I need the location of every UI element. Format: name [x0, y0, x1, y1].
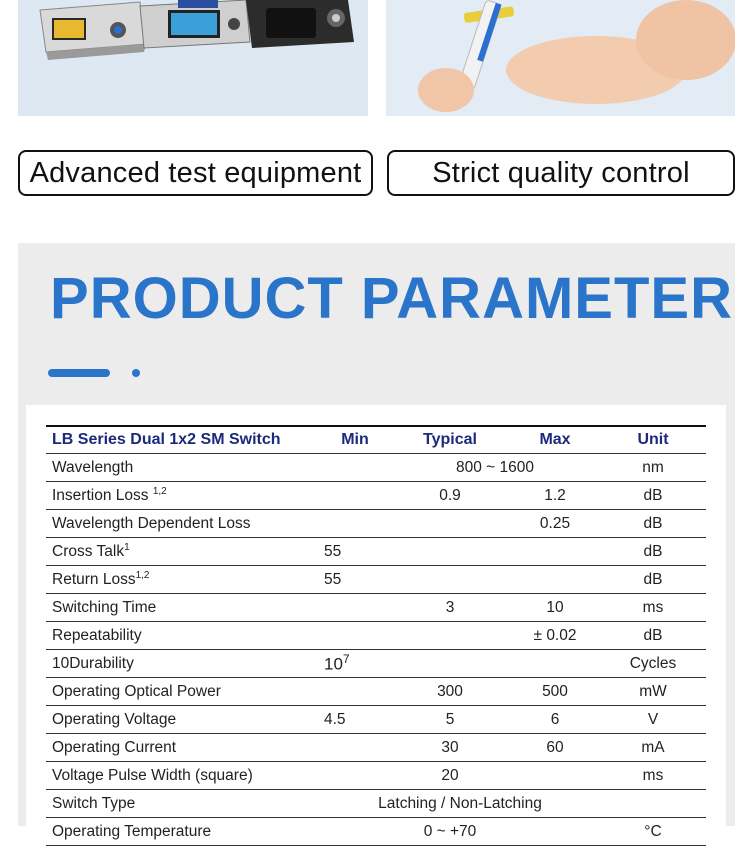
param-name: Voltage Pulse Width (square) — [46, 762, 320, 790]
header-product: LB Series Dual 1x2 SM Switch — [46, 426, 320, 454]
table-row — [46, 482, 706, 510]
param-max — [510, 566, 600, 594]
param-name: Switching Time — [46, 594, 320, 622]
param-unit — [600, 790, 706, 818]
param-typical — [390, 566, 510, 594]
param-min — [320, 762, 390, 790]
param-name: Operating Optical Power — [46, 678, 320, 706]
param-min — [320, 818, 390, 846]
parameter-table — [46, 425, 706, 846]
header-typical: Typical — [390, 426, 510, 454]
param-typical — [390, 538, 510, 566]
param-name: 10Durability — [46, 650, 320, 678]
accent-dot-decoration — [132, 369, 140, 377]
param-max: 6 — [510, 706, 600, 734]
param-min — [320, 454, 390, 482]
table-row — [46, 678, 706, 706]
param-name: Operating Temperature — [46, 818, 320, 846]
param-name: Operating Current — [46, 734, 320, 762]
param-unit: ms — [600, 594, 706, 622]
quality-control-photo — [386, 0, 735, 116]
param-unit: mW — [600, 678, 706, 706]
table-row — [46, 790, 706, 818]
param-min — [320, 622, 390, 650]
param-max: ± 0.02 — [510, 622, 600, 650]
param-typical: 30 — [390, 734, 510, 762]
param-max — [510, 818, 600, 846]
param-min-exponent: 7 — [342, 652, 350, 667]
table-row — [46, 818, 706, 846]
param-max: 500 — [510, 678, 600, 706]
param-name: Wavelength — [46, 454, 320, 482]
param-min — [320, 510, 390, 538]
param-unit: ms — [600, 762, 706, 790]
param-max: 60 — [510, 734, 600, 762]
param-unit: dB — [600, 510, 706, 538]
param-typical: 20 — [390, 762, 510, 790]
param-unit: mA — [600, 734, 706, 762]
param-unit: °C — [600, 818, 706, 846]
header-max: Max — [510, 426, 600, 454]
param-unit: dB — [600, 538, 706, 566]
param-name — [46, 482, 320, 510]
table-row — [46, 566, 706, 594]
param-typical: Latching / Non-Latching — [320, 790, 600, 818]
param-typical: 0 ~ +70 — [390, 818, 510, 846]
section-title: PRODUCT PARAMETER — [50, 266, 733, 331]
table-row — [46, 454, 706, 482]
param-name — [46, 566, 320, 594]
param-unit: Cycles — [600, 650, 706, 678]
header-unit: Unit — [600, 426, 706, 454]
param-unit: dB — [600, 622, 706, 650]
table-row — [46, 538, 706, 566]
param-unit: dB — [600, 566, 706, 594]
param-typical: 300 — [390, 678, 510, 706]
table-row — [46, 622, 706, 650]
param-unit: nm — [600, 454, 706, 482]
table-row — [46, 510, 706, 538]
param-name: Operating Voltage — [46, 706, 320, 734]
param-min — [320, 594, 390, 622]
param-typical — [390, 622, 510, 650]
param-max — [510, 762, 600, 790]
param-min: 4.5 — [320, 706, 390, 734]
param-min — [320, 482, 390, 510]
param-min: 55 — [320, 566, 390, 594]
param-typical — [390, 510, 510, 538]
param-min — [320, 678, 390, 706]
param-max: 1.2 — [510, 482, 600, 510]
param-name: Repeatability — [46, 622, 320, 650]
test-equipment-illustration — [18, 0, 368, 116]
param-min — [320, 734, 390, 762]
param-name: Switch Type — [46, 790, 320, 818]
parameter-sheet — [26, 405, 726, 840]
param-typical — [390, 650, 510, 678]
param-max — [510, 538, 600, 566]
accent-bar-decoration — [48, 369, 110, 377]
table-header-row — [46, 426, 706, 454]
param-typical: 800 ~ 1600 — [390, 454, 600, 482]
param-max — [510, 650, 600, 678]
table-row — [46, 762, 706, 790]
param-min-base: 10 — [324, 654, 343, 674]
param-name-text: Return Loss — [52, 571, 136, 589]
param-typical: 5 — [390, 706, 510, 734]
test-equipment-photo — [18, 0, 368, 116]
param-max: 0.25 — [510, 510, 600, 538]
param-min — [320, 650, 390, 678]
param-unit: V — [600, 706, 706, 734]
advanced-test-equipment-label: Advanced test equipment — [18, 150, 373, 196]
param-name-text: Insertion Loss — [52, 487, 149, 505]
param-footnote: 1,2 — [135, 569, 150, 581]
param-min: 55 — [320, 538, 390, 566]
param-max: 10 — [510, 594, 600, 622]
table-row — [46, 734, 706, 762]
hand-holding-fiber-illustration — [386, 0, 735, 116]
param-unit: dB — [600, 482, 706, 510]
param-typical: 3 — [390, 594, 510, 622]
param-name: Wavelength Dependent Loss — [46, 510, 320, 538]
param-name — [46, 538, 320, 566]
product-parameter-section — [18, 243, 735, 840]
param-footnote: 1,2 — [152, 485, 167, 497]
table-row — [46, 706, 706, 734]
strict-quality-control-label: Strict quality control — [387, 150, 735, 196]
param-footnote: 1 — [124, 541, 130, 553]
header-min: Min — [320, 426, 390, 454]
param-name-text: Cross Talk — [52, 543, 125, 561]
param-typical: 0.9 — [390, 482, 510, 510]
table-row — [46, 594, 706, 622]
table-row — [46, 650, 706, 678]
